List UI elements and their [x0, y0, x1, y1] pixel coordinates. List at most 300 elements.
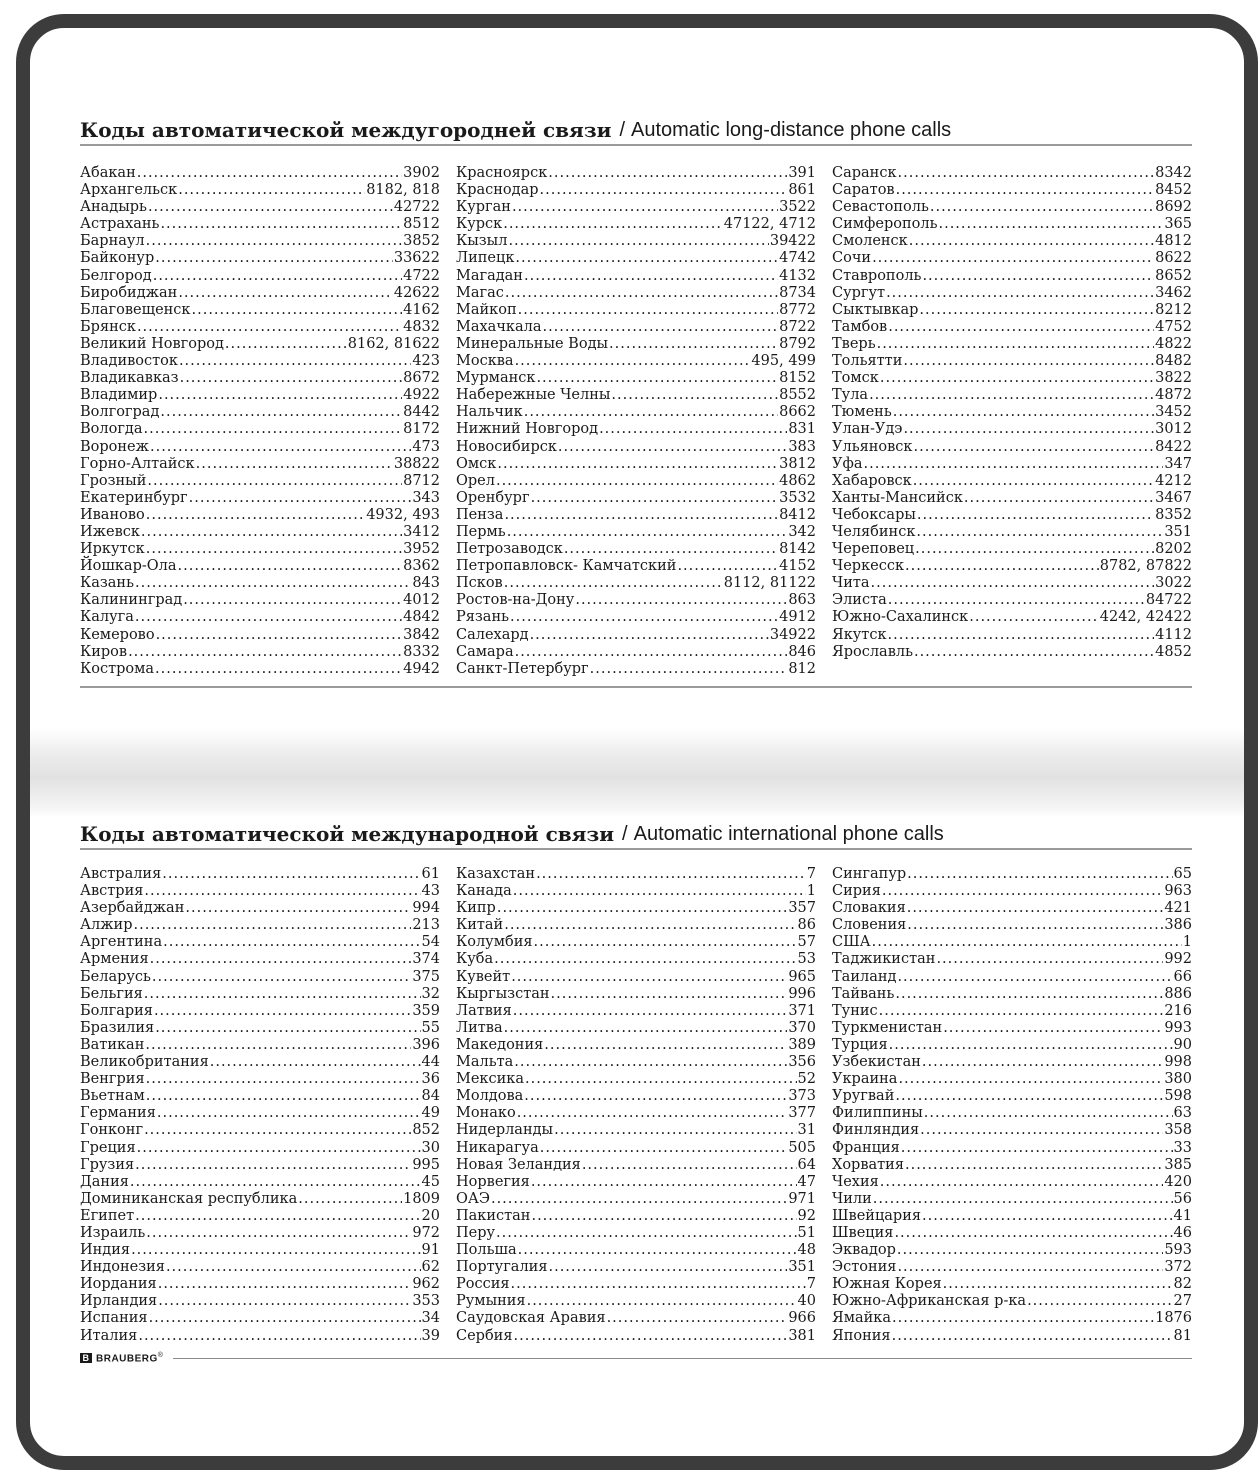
dot-leader [152, 969, 411, 986]
code-row [456, 900, 816, 917]
dial-code: 216 [1164, 1002, 1192, 1019]
code-row [456, 1225, 816, 1242]
code-row [832, 319, 1192, 336]
dot-leader [137, 165, 402, 182]
code-row [80, 575, 440, 592]
dial-code: 421 [1164, 900, 1192, 917]
code-row [80, 1037, 440, 1054]
city-name: Сургут [832, 284, 886, 301]
dial-code: 351 [1164, 523, 1192, 540]
dot-leader [924, 1105, 1173, 1122]
international-column-3 [832, 866, 1192, 1345]
dial-code: 598 [1164, 1088, 1192, 1105]
dot-leader [189, 490, 412, 507]
city-name: Анадырь [80, 199, 147, 216]
code-row [80, 387, 440, 404]
city-name: Чехия [832, 1173, 879, 1190]
city-name: Словакия [832, 900, 906, 917]
code-row [80, 1259, 440, 1276]
dot-leader [551, 986, 788, 1003]
city-name: Кемерово [80, 626, 155, 643]
dot-leader [888, 627, 1155, 644]
city-name: Македония [456, 1036, 544, 1053]
code-row [80, 1293, 440, 1310]
dial-code: 36 [421, 1071, 440, 1088]
dial-code: 1 [806, 883, 816, 900]
dial-code: 63 [1173, 1105, 1192, 1122]
city-name: Набережные Челны [456, 387, 611, 404]
title-separator: / [619, 119, 625, 141]
dot-leader [515, 250, 778, 267]
city-name: Смоленск [832, 233, 908, 250]
dot-leader [554, 1122, 796, 1139]
city-name: Черкесск [832, 558, 905, 575]
dot-leader [144, 883, 420, 900]
dial-code: 962 [412, 1276, 440, 1293]
dot-leader [141, 524, 402, 541]
code-row [456, 1242, 816, 1259]
dot-leader [137, 1140, 421, 1157]
city-name: Магас [456, 284, 504, 301]
code-row [80, 1054, 440, 1071]
dot-leader [511, 1276, 806, 1293]
dot-leader [922, 268, 1154, 285]
dot-leader [531, 1174, 797, 1191]
city-name: Киров [80, 643, 128, 660]
dial-code: 44 [421, 1054, 440, 1071]
dial-code: 3842 [403, 626, 440, 643]
dial-code: 846 [788, 643, 816, 660]
dot-leader [863, 456, 1163, 473]
dial-code: 91 [421, 1242, 440, 1259]
dial-code: 84 [421, 1088, 440, 1105]
dial-code: 48 [797, 1242, 816, 1259]
dot-leader [907, 866, 1172, 883]
city-name: Туркменистан [832, 1019, 943, 1036]
dot-leader [913, 473, 1154, 490]
code-row [80, 558, 440, 575]
dial-code: 358 [1164, 1122, 1192, 1139]
dot-leader [892, 1328, 1173, 1345]
city-name: Чили [832, 1190, 872, 1207]
code-row [832, 507, 1192, 524]
code-row [832, 370, 1192, 387]
code-row [80, 1088, 440, 1105]
city-name: Нидерланды [456, 1122, 554, 1139]
city-name: Барнаул [80, 233, 145, 250]
city-name: Никарагуа [456, 1139, 539, 1156]
code-row [456, 268, 816, 285]
dot-leader [524, 404, 778, 421]
title-separator: / [622, 823, 628, 845]
code-row [832, 986, 1192, 1003]
code-row [456, 917, 816, 934]
city-name: Ижевск [80, 523, 140, 540]
city-name: Кыргызстан [456, 985, 550, 1002]
code-row [456, 1191, 816, 1208]
city-name: Украина [832, 1071, 898, 1088]
dot-leader [903, 421, 1154, 438]
code-row [456, 883, 816, 900]
dial-code: 375 [412, 968, 440, 985]
city-name: Филиппины [832, 1105, 923, 1122]
city-name: Великий Новгород [80, 335, 224, 352]
city-name: Орел [456, 472, 495, 489]
dial-code: 995 [412, 1156, 440, 1173]
dot-leader [157, 1105, 421, 1122]
dial-code: 8672 [403, 370, 440, 387]
code-row [832, 917, 1192, 934]
code-row [832, 1276, 1192, 1293]
footer-rule [173, 1358, 1192, 1359]
code-row [80, 1276, 440, 1293]
dial-code: 852 [412, 1122, 440, 1139]
dial-code: 8552 [779, 387, 816, 404]
city-name: Латвия [456, 1002, 512, 1019]
code-row [832, 1003, 1192, 1020]
code-row [80, 336, 440, 353]
city-name: Петропавловск- Камчатский [456, 558, 677, 575]
city-name: Россия [456, 1276, 510, 1293]
dial-code: 593 [1164, 1242, 1192, 1259]
code-row [832, 199, 1192, 216]
dial-code: 90 [1173, 1036, 1192, 1053]
code-row [832, 233, 1192, 250]
dot-leader [888, 592, 1145, 609]
dial-code: 39 [421, 1327, 440, 1344]
city-name: Саудовская Аравия [456, 1310, 606, 1327]
dot-leader [542, 319, 778, 336]
city-name: Калининград [80, 592, 183, 609]
dial-code: 385 [1164, 1156, 1192, 1173]
dial-code: 43 [421, 883, 440, 900]
dial-code: 863 [788, 592, 816, 609]
dial-code: 965 [788, 968, 816, 985]
dial-code: 4242, 42422 [1099, 609, 1192, 626]
city-name: Польша [456, 1242, 517, 1259]
dial-code: 886 [1164, 985, 1192, 1002]
dot-leader [144, 1122, 411, 1139]
code-row [80, 1140, 440, 1157]
dot-leader [160, 216, 402, 233]
dial-code: 4742 [779, 250, 816, 267]
code-row [80, 421, 440, 438]
code-row [832, 951, 1192, 968]
city-name: Брянск [80, 318, 136, 335]
dial-code: 3467 [1155, 489, 1192, 506]
dot-leader [898, 1071, 1163, 1088]
dial-code: 3902 [403, 165, 440, 181]
city-name: Якутск [832, 626, 887, 643]
code-row [456, 199, 816, 216]
code-row [832, 541, 1192, 558]
dial-code: 8662 [779, 404, 816, 421]
code-row [456, 456, 816, 473]
dot-leader [145, 1037, 411, 1054]
dial-code: 423 [412, 353, 440, 370]
code-row [80, 439, 440, 456]
city-name: Сирия [832, 883, 881, 900]
domestic-column-1 [80, 165, 440, 678]
dot-leader [130, 1174, 421, 1191]
city-name: Грозный [80, 472, 147, 489]
city-name: Волгоград [80, 404, 160, 421]
dial-code: 8202 [1155, 541, 1192, 558]
code-row [456, 250, 816, 267]
code-row [80, 1208, 440, 1225]
code-row [456, 473, 816, 490]
dial-code: 20 [421, 1207, 440, 1224]
city-name: Австралия [80, 866, 162, 882]
international-title-en: Automatic international phone calls [633, 823, 944, 845]
code-row [832, 1242, 1192, 1259]
dial-code: 356 [788, 1054, 816, 1071]
city-name: Гонконг [80, 1122, 144, 1139]
dot-leader [895, 986, 1163, 1003]
dot-leader [138, 1328, 420, 1345]
code-row [832, 165, 1192, 182]
code-row [456, 421, 816, 438]
code-row [80, 199, 440, 216]
dial-code: 357 [788, 900, 816, 917]
dial-code: 4162 [403, 301, 440, 318]
dot-leader [153, 268, 402, 285]
dial-code: 343 [412, 489, 440, 506]
city-name: Уфа [832, 455, 863, 472]
city-name: Канада [456, 883, 512, 900]
code-row [832, 268, 1192, 285]
code-row [80, 1328, 440, 1345]
code-row [456, 1328, 816, 1345]
dial-code: 4932, 493 [366, 506, 440, 523]
dial-code: 342 [788, 523, 816, 540]
city-name: Ханты-Мансийск [832, 489, 963, 506]
page-fold [30, 728, 1244, 818]
code-row [80, 353, 440, 370]
city-name: Йошкар-Ола [80, 558, 177, 575]
dial-code: 374 [412, 951, 440, 968]
city-name: Австрия [80, 883, 144, 900]
code-row [456, 866, 816, 883]
city-name: ОАЭ [456, 1190, 490, 1207]
code-row [832, 627, 1192, 644]
dial-code: 994 [412, 900, 440, 917]
dial-code: 92 [797, 1207, 816, 1224]
city-name: Чита [832, 575, 870, 592]
dot-leader [146, 233, 402, 250]
code-row [80, 268, 440, 285]
city-name: Армения [80, 951, 149, 968]
dial-code: 1809 [403, 1190, 440, 1207]
dot-leader [514, 1054, 787, 1071]
dot-leader [180, 370, 403, 387]
code-row [832, 1071, 1192, 1088]
code-row [832, 1020, 1192, 1037]
dial-code: 4922 [403, 387, 440, 404]
code-row [80, 986, 440, 1003]
dial-code: 473 [412, 438, 440, 455]
city-name: Кызыл [456, 233, 508, 250]
code-row [80, 951, 440, 968]
dial-code: 3522 [779, 199, 816, 216]
city-name: Норвегия [456, 1173, 530, 1190]
dial-code: 4852 [1155, 643, 1192, 660]
city-name: США [832, 934, 871, 951]
dial-code: 4822 [1155, 335, 1192, 352]
code-row [456, 404, 816, 421]
code-row [832, 439, 1192, 456]
city-name: Сыктывкар [832, 301, 919, 318]
dial-code: 4152 [779, 558, 816, 575]
dot-leader [943, 1020, 1163, 1037]
city-name: Казахстан [456, 866, 536, 882]
dial-code: 4722 [403, 267, 440, 284]
dot-leader [893, 404, 1154, 421]
city-name: Омск [456, 455, 497, 472]
dial-code: 391 [788, 165, 816, 181]
dial-code: 8142 [779, 541, 816, 558]
code-row [832, 900, 1192, 917]
city-name: Горно-Алтайск [80, 455, 195, 472]
city-name: Новосибирск [456, 438, 557, 455]
dial-code: 64 [797, 1156, 816, 1173]
dial-code: 3952 [403, 541, 440, 558]
dot-leader [150, 951, 412, 968]
dot-leader [144, 421, 403, 438]
city-name: Нижний Новгород [456, 421, 599, 438]
code-row [456, 1037, 816, 1054]
city-name: Мальта [456, 1054, 514, 1071]
dot-leader [930, 199, 1154, 216]
dot-leader [582, 1157, 797, 1174]
city-name: Португалия [456, 1259, 548, 1276]
dial-code: 972 [412, 1224, 440, 1241]
city-name: Владикавказ [80, 370, 179, 387]
dial-code: 353 [412, 1293, 440, 1310]
dot-leader [534, 934, 797, 951]
code-row [80, 1020, 440, 1037]
dial-code: 383 [788, 438, 816, 455]
code-row [456, 1054, 816, 1071]
city-name: Эквадор [832, 1242, 896, 1259]
dial-code: 42622 [393, 284, 440, 301]
dial-code: 3452 [1155, 404, 1192, 421]
code-row [80, 1225, 440, 1242]
domestic-title-en: Automatic long-distance phone calls [631, 119, 952, 141]
dot-leader [298, 1191, 402, 1208]
dot-leader [879, 1003, 1164, 1020]
code-row [456, 353, 816, 370]
city-name: Минеральные Воды [456, 335, 609, 352]
city-name: Липецк [456, 250, 515, 267]
code-row [80, 490, 440, 507]
dial-code: 8342 [1155, 165, 1192, 181]
domestic-heading [80, 108, 1192, 146]
dot-leader [548, 1259, 787, 1276]
dial-code: 4012 [403, 592, 440, 609]
code-row [80, 1105, 440, 1122]
city-name: Ватикан [80, 1036, 145, 1053]
domestic-bottom-rule [80, 686, 1192, 688]
dial-code: 3022 [1155, 575, 1192, 592]
city-name: Индия [80, 1242, 131, 1259]
dot-leader [133, 917, 411, 934]
city-name: Иваново [80, 506, 145, 523]
dot-leader [135, 1157, 411, 1174]
dot-leader [196, 456, 393, 473]
city-name: Куба [456, 951, 494, 968]
dot-leader [882, 883, 1163, 900]
code-row [80, 182, 440, 199]
code-row [832, 1191, 1192, 1208]
code-row [80, 609, 440, 626]
code-row [80, 319, 440, 336]
city-name: Салехард [456, 626, 529, 643]
dot-leader [895, 1088, 1163, 1105]
dot-leader [148, 199, 393, 216]
code-row [456, 661, 816, 678]
code-row [456, 1071, 816, 1088]
dial-code: 8734 [779, 284, 816, 301]
dot-leader [178, 558, 403, 575]
dot-leader [531, 490, 779, 507]
dial-code: 372 [1164, 1259, 1192, 1276]
dial-code: 347 [1164, 455, 1192, 472]
code-row [832, 421, 1192, 438]
code-row [832, 490, 1192, 507]
city-name: Бельгия [80, 985, 143, 1002]
code-row [80, 917, 440, 934]
city-name: Абакан [80, 165, 136, 181]
code-row [456, 1088, 816, 1105]
code-row [832, 1328, 1192, 1345]
dial-code: 4812 [1155, 233, 1192, 250]
dial-code: 8412 [779, 506, 816, 523]
code-row [456, 1020, 816, 1037]
dial-code: 3462 [1155, 284, 1192, 301]
dial-code: 4862 [779, 472, 816, 489]
city-name: Румыния [456, 1293, 526, 1310]
code-row [80, 285, 440, 302]
city-name: Тверь [832, 335, 876, 352]
code-row [456, 1105, 816, 1122]
dial-code: 365 [1164, 216, 1192, 233]
city-name: Владимир [80, 387, 158, 404]
city-name: Кувейт [456, 968, 511, 985]
dial-code: 81 [1173, 1327, 1192, 1344]
city-name: Италия [80, 1327, 138, 1344]
code-row [832, 1054, 1192, 1071]
dot-leader [677, 558, 778, 575]
dial-code: 3532 [779, 489, 816, 506]
dial-code: 8352 [1155, 506, 1192, 523]
dial-code: 3412 [403, 523, 440, 540]
code-row [832, 609, 1192, 626]
dot-leader [897, 1242, 1163, 1259]
city-name: Индонезия [80, 1259, 165, 1276]
code-row [80, 456, 440, 473]
dial-code: 8652 [1155, 267, 1192, 284]
dot-leader [969, 609, 1099, 626]
code-row [456, 439, 816, 456]
international-section [80, 812, 1192, 1345]
dot-leader [156, 627, 403, 644]
dot-leader [155, 250, 393, 267]
dial-code: 843 [412, 575, 440, 592]
dial-code: 1 [1182, 934, 1192, 951]
city-name: Пакистан [456, 1207, 531, 1224]
city-name: Тюмень [832, 404, 892, 421]
